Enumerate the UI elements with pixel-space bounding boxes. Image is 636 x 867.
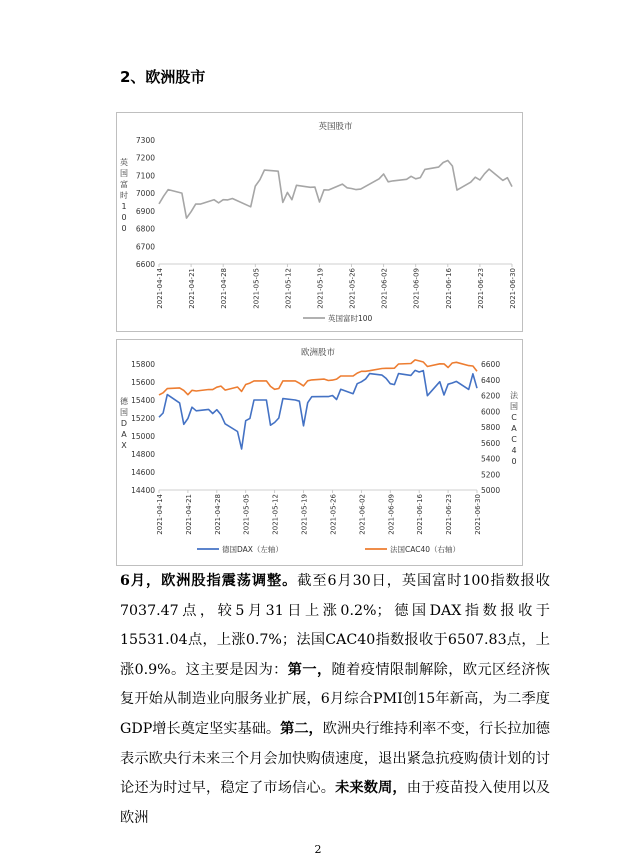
y-tick-label: 15800 [131, 360, 155, 369]
x-tick-label: 2021-04-28 [220, 268, 229, 309]
outlook-label: 未来数周， [335, 780, 407, 797]
y2-tick-label: 5600 [481, 438, 501, 448]
y2-tick-label: 6200 [481, 391, 501, 401]
axis-label-char: C [511, 413, 517, 422]
x-tick-label: 2021-05-26 [348, 268, 357, 309]
y2-tick-label: 6400 [481, 375, 501, 385]
x-tick-label: 2021-06-09 [412, 268, 421, 309]
x-tick-label: 2021-05-12 [271, 494, 280, 535]
y-tick-label: 15600 [131, 378, 155, 387]
y2-tick-label: 5400 [481, 454, 501, 464]
y-tick-label: 14600 [131, 468, 155, 477]
point-two-label: 第二， [280, 720, 323, 737]
body-paragraph [120, 567, 550, 833]
axis-label-char: 国 [120, 408, 128, 417]
x-tick-label: 2021-05-05 [252, 268, 261, 309]
y-tick-label: 15200 [131, 414, 155, 423]
europe-stock-chart [116, 339, 523, 566]
legend-label-1: 英国富时100 [328, 314, 373, 323]
y2-axis-label [510, 390, 519, 466]
paragraph-text-1: 截至6月30日，英国富时100指数报收7037.47点，较5月31日上涨0.2%；德国DAX指数报收于15531.04点，上涨0.7%；法国CAC40指数报收于6507.83点，上涨0.9%。这主要是因为： [120, 573, 550, 678]
europe-stock-chart-svg [117, 340, 522, 565]
x-tick-label: 2021-06-02 [358, 494, 367, 535]
page-number: 2 [314, 843, 322, 856]
axis-label-char: 德 [120, 397, 128, 406]
y2-tick-label: 6000 [481, 407, 501, 417]
x-tick-label: 2021-06-16 [416, 494, 425, 535]
legend-label-1: 德国DAX（左轴） [222, 545, 283, 554]
legend-label-2: 法国CAC40（右轴） [390, 545, 461, 554]
y-tick-label: 15000 [131, 432, 155, 441]
axis-label-char: A [121, 430, 127, 439]
y-tick-label: 6700 [135, 242, 155, 252]
x-tick-label: 2021-05-05 [242, 494, 251, 535]
axis-label-char: 国 [510, 402, 518, 411]
y-tick-label: 7100 [135, 171, 155, 181]
axis-label-char: 富 [120, 180, 128, 189]
y-axis-label [120, 396, 129, 450]
series-line-1 [159, 161, 512, 219]
x-tick-label: 2021-06-02 [380, 268, 389, 309]
x-tick-label: 2021-06-23 [445, 494, 454, 535]
paragraph-text-3: 欧洲央行维持利率不变，行长拉加德表示欧央行未来三个月会加快购债速度，退出紧急抗疫购债计划的讨论还为时过早，稳定了市场信心。 [120, 720, 550, 797]
chart-title: 欧洲股市 [300, 348, 336, 358]
x-tick-label: 2021-06-16 [444, 268, 453, 309]
y-tick-label: 6800 [135, 224, 155, 234]
section-heading: 2、欧洲股市 [120, 68, 206, 86]
y2-tick-label: 6600 [481, 360, 501, 369]
axis-label-char: 0 [121, 224, 127, 233]
y2-tick-label: 5000 [481, 486, 501, 495]
x-tick-label: 2021-05-19 [316, 268, 325, 309]
x-tick-label: 2021-06-30 [509, 268, 517, 309]
x-tick-label: 2021-04-14 [156, 494, 164, 535]
x-tick-label: 2021-04-21 [184, 494, 193, 535]
x-tick-label: 2021-05-26 [329, 494, 338, 535]
axis-label-char: 4 [511, 446, 517, 455]
uk-stock-chart [116, 112, 523, 332]
y-axis-label [120, 157, 128, 233]
y-tick-label: 15400 [131, 396, 155, 405]
axis-label-char: 国 [120, 169, 128, 178]
y-tick-label: 7300 [135, 136, 155, 145]
y-tick-label: 7000 [135, 189, 155, 199]
x-tick-label: 2021-04-28 [213, 494, 222, 535]
axis-label-char: 时 [120, 191, 128, 200]
uk-stock-chart-svg [117, 113, 522, 331]
x-tick-label: 2021-06-30 [474, 494, 482, 535]
point-one-label: 第一， [287, 661, 332, 678]
series-line-1 [159, 370, 477, 449]
axis-label-char: 1 [121, 202, 127, 211]
series-line-2 [159, 360, 477, 395]
x-tick-label: 2021-06-23 [476, 268, 485, 309]
paragraph-text-2: 随着疫情限制解除，欧元区经济恢复开始从制造业向服务业扩展，6月综合PMI创15年新高，为二季度GDP增长奠定坚实基础。 [120, 661, 550, 737]
axis-label-char: A [511, 424, 517, 433]
axis-label-char: 0 [121, 213, 127, 222]
y-tick-label: 7200 [135, 153, 155, 163]
x-tick-label: 2021-05-12 [284, 268, 293, 309]
axis-label-char: D [120, 419, 128, 428]
x-tick-label: 2021-05-19 [300, 494, 309, 535]
y-tick-label: 14400 [131, 486, 155, 495]
axis-label-char: X [121, 441, 127, 450]
x-tick-label: 2021-06-09 [387, 494, 396, 535]
y2-tick-label: 5200 [481, 470, 501, 480]
axis-label-char: 英 [120, 158, 128, 167]
axis-label-char: 法 [510, 391, 518, 400]
axis-label-char: C [511, 435, 517, 444]
x-tick-label: 2021-04-14 [156, 268, 164, 309]
chart-title: 英国股市 [318, 122, 353, 132]
y-tick-label: 6600 [135, 260, 155, 269]
y-tick-label: 14800 [131, 450, 155, 459]
axis-label-char: 0 [511, 457, 517, 466]
y-tick-label: 6900 [135, 206, 155, 216]
x-tick-label: 2021-04-21 [188, 268, 197, 309]
y2-tick-label: 5800 [481, 423, 501, 432]
paragraph-lead: 6月，欧洲股指震荡调整。 [120, 573, 298, 589]
paragraph-text-4: 由于疫苗投入使用以及欧洲 [120, 780, 550, 826]
